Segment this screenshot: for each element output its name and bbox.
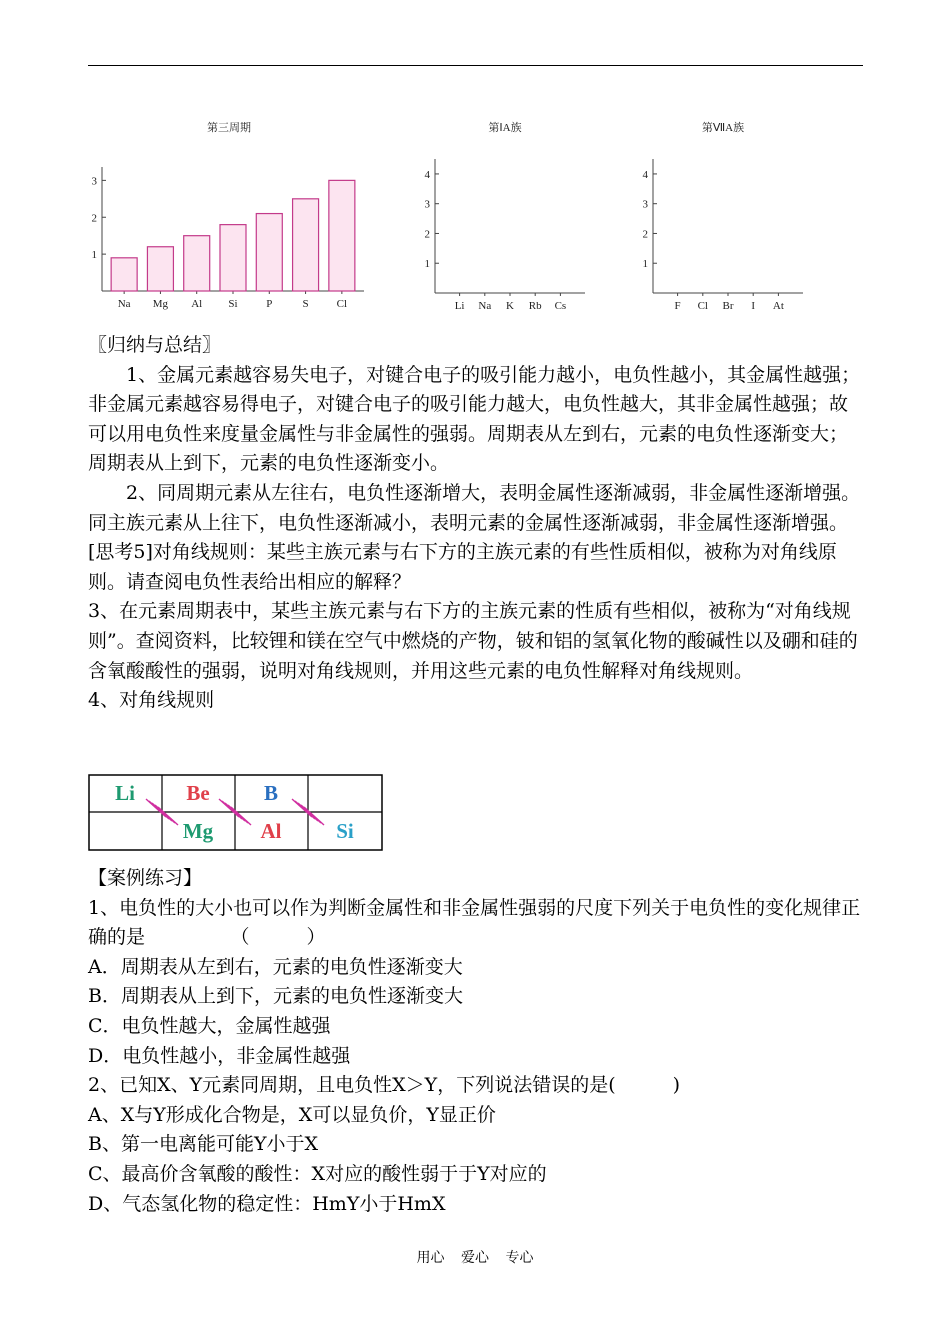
q1-option-b: B．周期表从上到下，元素的电负性逐渐变大 [88, 985, 463, 1008]
element-b: B [263, 781, 279, 805]
chart-title: 第ⅦA族 [701, 122, 745, 134]
y-tick-label: 2 [424, 228, 430, 241]
footer-word-1: 用心 [416, 1250, 445, 1266]
x-tick-label: At [772, 300, 784, 312]
bar-na [111, 258, 137, 291]
y-tick-label: 1 [91, 249, 97, 262]
chart-third-period-svg [84, 115, 374, 315]
element-li: Li [115, 781, 135, 805]
summary-paragraph-2: 2、同周期元素从左往右，电负性逐渐增大，表明金属性逐渐减弱，非金属性逐渐增强。同主族元素从上往下，电负性逐渐减小，表明元素的金属性逐渐减弱，非金属性逐渐增强。 [88, 481, 861, 534]
question-2: 2、已知X、Y元素同周期，且电负性X＞Y，下列说法错误的是( ) [88, 1074, 681, 1097]
x-tick-label: S [302, 298, 309, 310]
q2-option-b: B、第一电离能可能Y小于X [88, 1133, 319, 1156]
x-tick-label: Mg [152, 298, 169, 310]
x-tick-label: Cl [697, 300, 709, 312]
chart-group-1a-svg [410, 115, 600, 315]
practice-section [88, 864, 864, 1219]
chart-group-7a [628, 115, 818, 315]
summary-paragraph-1: 1、金属元素越容易失电子，对键合电子的吸引能力越小，电负性越小，其金属性越强；非金属元素越容易得电子，对键合电子的吸引能力越大，电负性越大，其非金属性越强；故可以用电负性来度量金属性与非金属性的强弱。周期表从左到右，元素的电负性逐渐变大；周期表从上到下，元素的电负性逐渐变小。 [88, 363, 861, 475]
y-tick-label: 1 [642, 258, 648, 271]
x-tick-label: K [506, 300, 514, 312]
x-tick-label: I [751, 300, 756, 312]
x-tick-label: Si [228, 298, 238, 310]
y-tick-label: 3 [91, 175, 97, 188]
think-5: [思考5]对角线规则：某些主族元素与右下方的主族元素的有些性质相似，被称为对角线原则。请查阅电负性表给出相应的解释？ [88, 541, 837, 593]
x-tick-label: Cs [554, 300, 567, 312]
x-tick-label: P [266, 298, 273, 310]
summary-section [88, 331, 864, 716]
y-tick-label: 4 [642, 168, 648, 181]
x-tick-label: Rb [528, 300, 542, 312]
x-tick-label: Br [722, 300, 734, 312]
chart-third-period [84, 115, 374, 315]
bar-cl [329, 180, 355, 291]
question-1: 1、电负性的大小也可以作为判断金属性和非金属性强弱的尺度下列关于电负性的变化规律正确的是 （ ） [88, 896, 861, 949]
x-tick-label: Al [191, 298, 203, 310]
bar-s [293, 199, 319, 291]
q1-option-a: A．周期表从左到右，元素的电负性逐渐变大 [88, 955, 463, 978]
q1-option-d: D．电负性越小，非金属性越强 [88, 1044, 351, 1067]
element-be: Be [186, 781, 210, 805]
y-tick-label: 1 [424, 258, 430, 271]
summary-heading: 〖归纳与总结〗 [88, 334, 222, 356]
chart-group-1a [410, 115, 600, 315]
x-tick-label: Na [117, 298, 131, 310]
summary-paragraph-4: 4、对角线规则 [88, 689, 215, 712]
q2-option-a: A、X与Y形成化合物是，X可以显负价，Y显正价 [88, 1103, 496, 1126]
bar-mg [147, 247, 173, 291]
y-tick-label: 4 [424, 168, 430, 181]
y-tick-label: 2 [642, 228, 648, 241]
header-rule [88, 65, 863, 66]
x-tick-label: Li [454, 300, 465, 312]
x-tick-label: F [674, 300, 681, 312]
q1-option-c: C．电负性越大，金属性越强 [88, 1014, 331, 1037]
x-tick-label: Na [478, 300, 492, 312]
summary-paragraph-3: 3、在元素周期表中，某些主族元素与右下方的主族元素的性质有些相似，被称为“对角线规则”。查阅资料，比较锂和镁在空气中燃烧的产物，铍和铝的氢氧化物的酸碱性以及硼和硅的含氧酸酸性的强弱，说明对角线规则，并用这些元素的电负性解释对角线规则。 [88, 600, 858, 682]
y-tick-label: 3 [424, 198, 430, 211]
chart-title: 第ⅠA族 [488, 122, 522, 134]
element-al: Al [260, 819, 282, 843]
q2-option-d: D、气态氢化物的稳定性：HmY小于HmX [88, 1192, 446, 1215]
practice-heading: 【案例练习】 [88, 867, 203, 889]
footer-word-3: 专心 [505, 1250, 534, 1266]
element-mg: Mg [182, 819, 214, 843]
q2-option-c: C、最高价含氧酸的酸性：X对应的酸性弱于于Y对应的 [88, 1162, 547, 1185]
page-footer [0, 1247, 950, 1267]
y-tick-label: 2 [91, 212, 97, 225]
diagonal-rule-table [88, 774, 384, 856]
y-tick-label: 3 [642, 198, 648, 211]
bar-si [220, 225, 246, 291]
footer-word-2: 爱心 [461, 1250, 489, 1266]
chart-title: 第三周期 [207, 122, 251, 134]
bar-p [256, 214, 282, 291]
element-si: Si [336, 819, 354, 843]
x-tick-label: Cl [336, 298, 348, 310]
chart-group-7a-svg [628, 115, 818, 315]
bar-al [184, 236, 210, 291]
